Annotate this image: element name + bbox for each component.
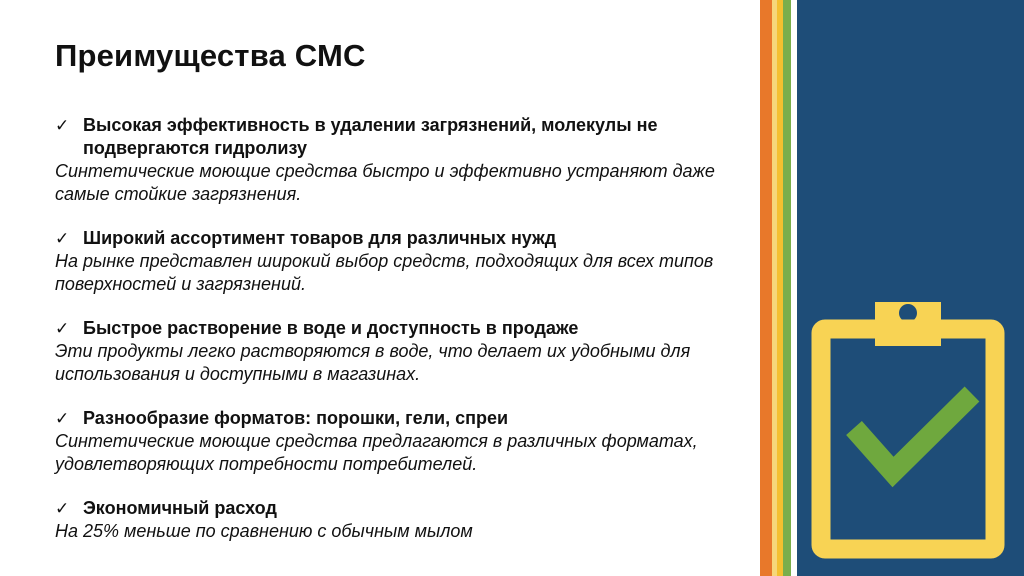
item-title: Широкий ассортимент товаров для различных нужд bbox=[83, 228, 557, 248]
green-stripe bbox=[783, 0, 791, 576]
item-description: На 25% меньше по сравнению с обычным мылом bbox=[55, 521, 473, 541]
item-title: Экономичный расход bbox=[83, 498, 277, 518]
clipboard-board bbox=[821, 329, 995, 549]
item-header bbox=[55, 227, 745, 250]
list-item bbox=[55, 497, 745, 543]
checkmark-icon: ✓ bbox=[55, 116, 70, 135]
item-header bbox=[55, 317, 745, 340]
list-item bbox=[55, 114, 745, 206]
orange-stripe bbox=[760, 0, 772, 576]
checkmark-icon: ✓ bbox=[55, 499, 70, 518]
checkmark-icon: ✓ bbox=[55, 229, 70, 248]
item-description: Синтетические моющие средства предлагаются в различных форматах, удовлетворяющих потребности потребителей. bbox=[55, 431, 698, 474]
list-item bbox=[55, 317, 745, 386]
clipboard-check-icon bbox=[808, 296, 1008, 564]
item-description: Эти продукты легко растворяются в воде, что делает их удобными для использования и доступными в магазинах. bbox=[55, 341, 691, 384]
item-header bbox=[55, 407, 745, 430]
item-description: Синтетические моющие средства быстро и эффективно устраняют даже самые стойкие загрязнения. bbox=[55, 161, 715, 204]
list-item bbox=[55, 407, 745, 476]
item-title: Быстрое растворение в воде и доступность в продаже bbox=[83, 318, 579, 338]
checkmark-icon: ✓ bbox=[55, 319, 70, 338]
advantages-list bbox=[55, 114, 745, 564]
checkmark-icon: ✓ bbox=[55, 409, 70, 428]
item-header bbox=[55, 497, 745, 520]
item-header bbox=[55, 114, 745, 160]
list-item bbox=[55, 227, 745, 296]
item-description: На рынке представлен широкий выбор средств, подходящих для всех типов поверхностей и загрязнений. bbox=[55, 251, 714, 294]
checkmark-icon bbox=[854, 394, 972, 472]
item-title: Разнообразие форматов: порошки, гели, спреи bbox=[83, 408, 509, 428]
clipboard-clip bbox=[875, 302, 941, 346]
item-title: Высокая эффективность в удалении загрязнений, молекулы не подвергаются гидролизу bbox=[83, 115, 658, 158]
slide-title: Преимущества СМС bbox=[55, 38, 366, 73]
